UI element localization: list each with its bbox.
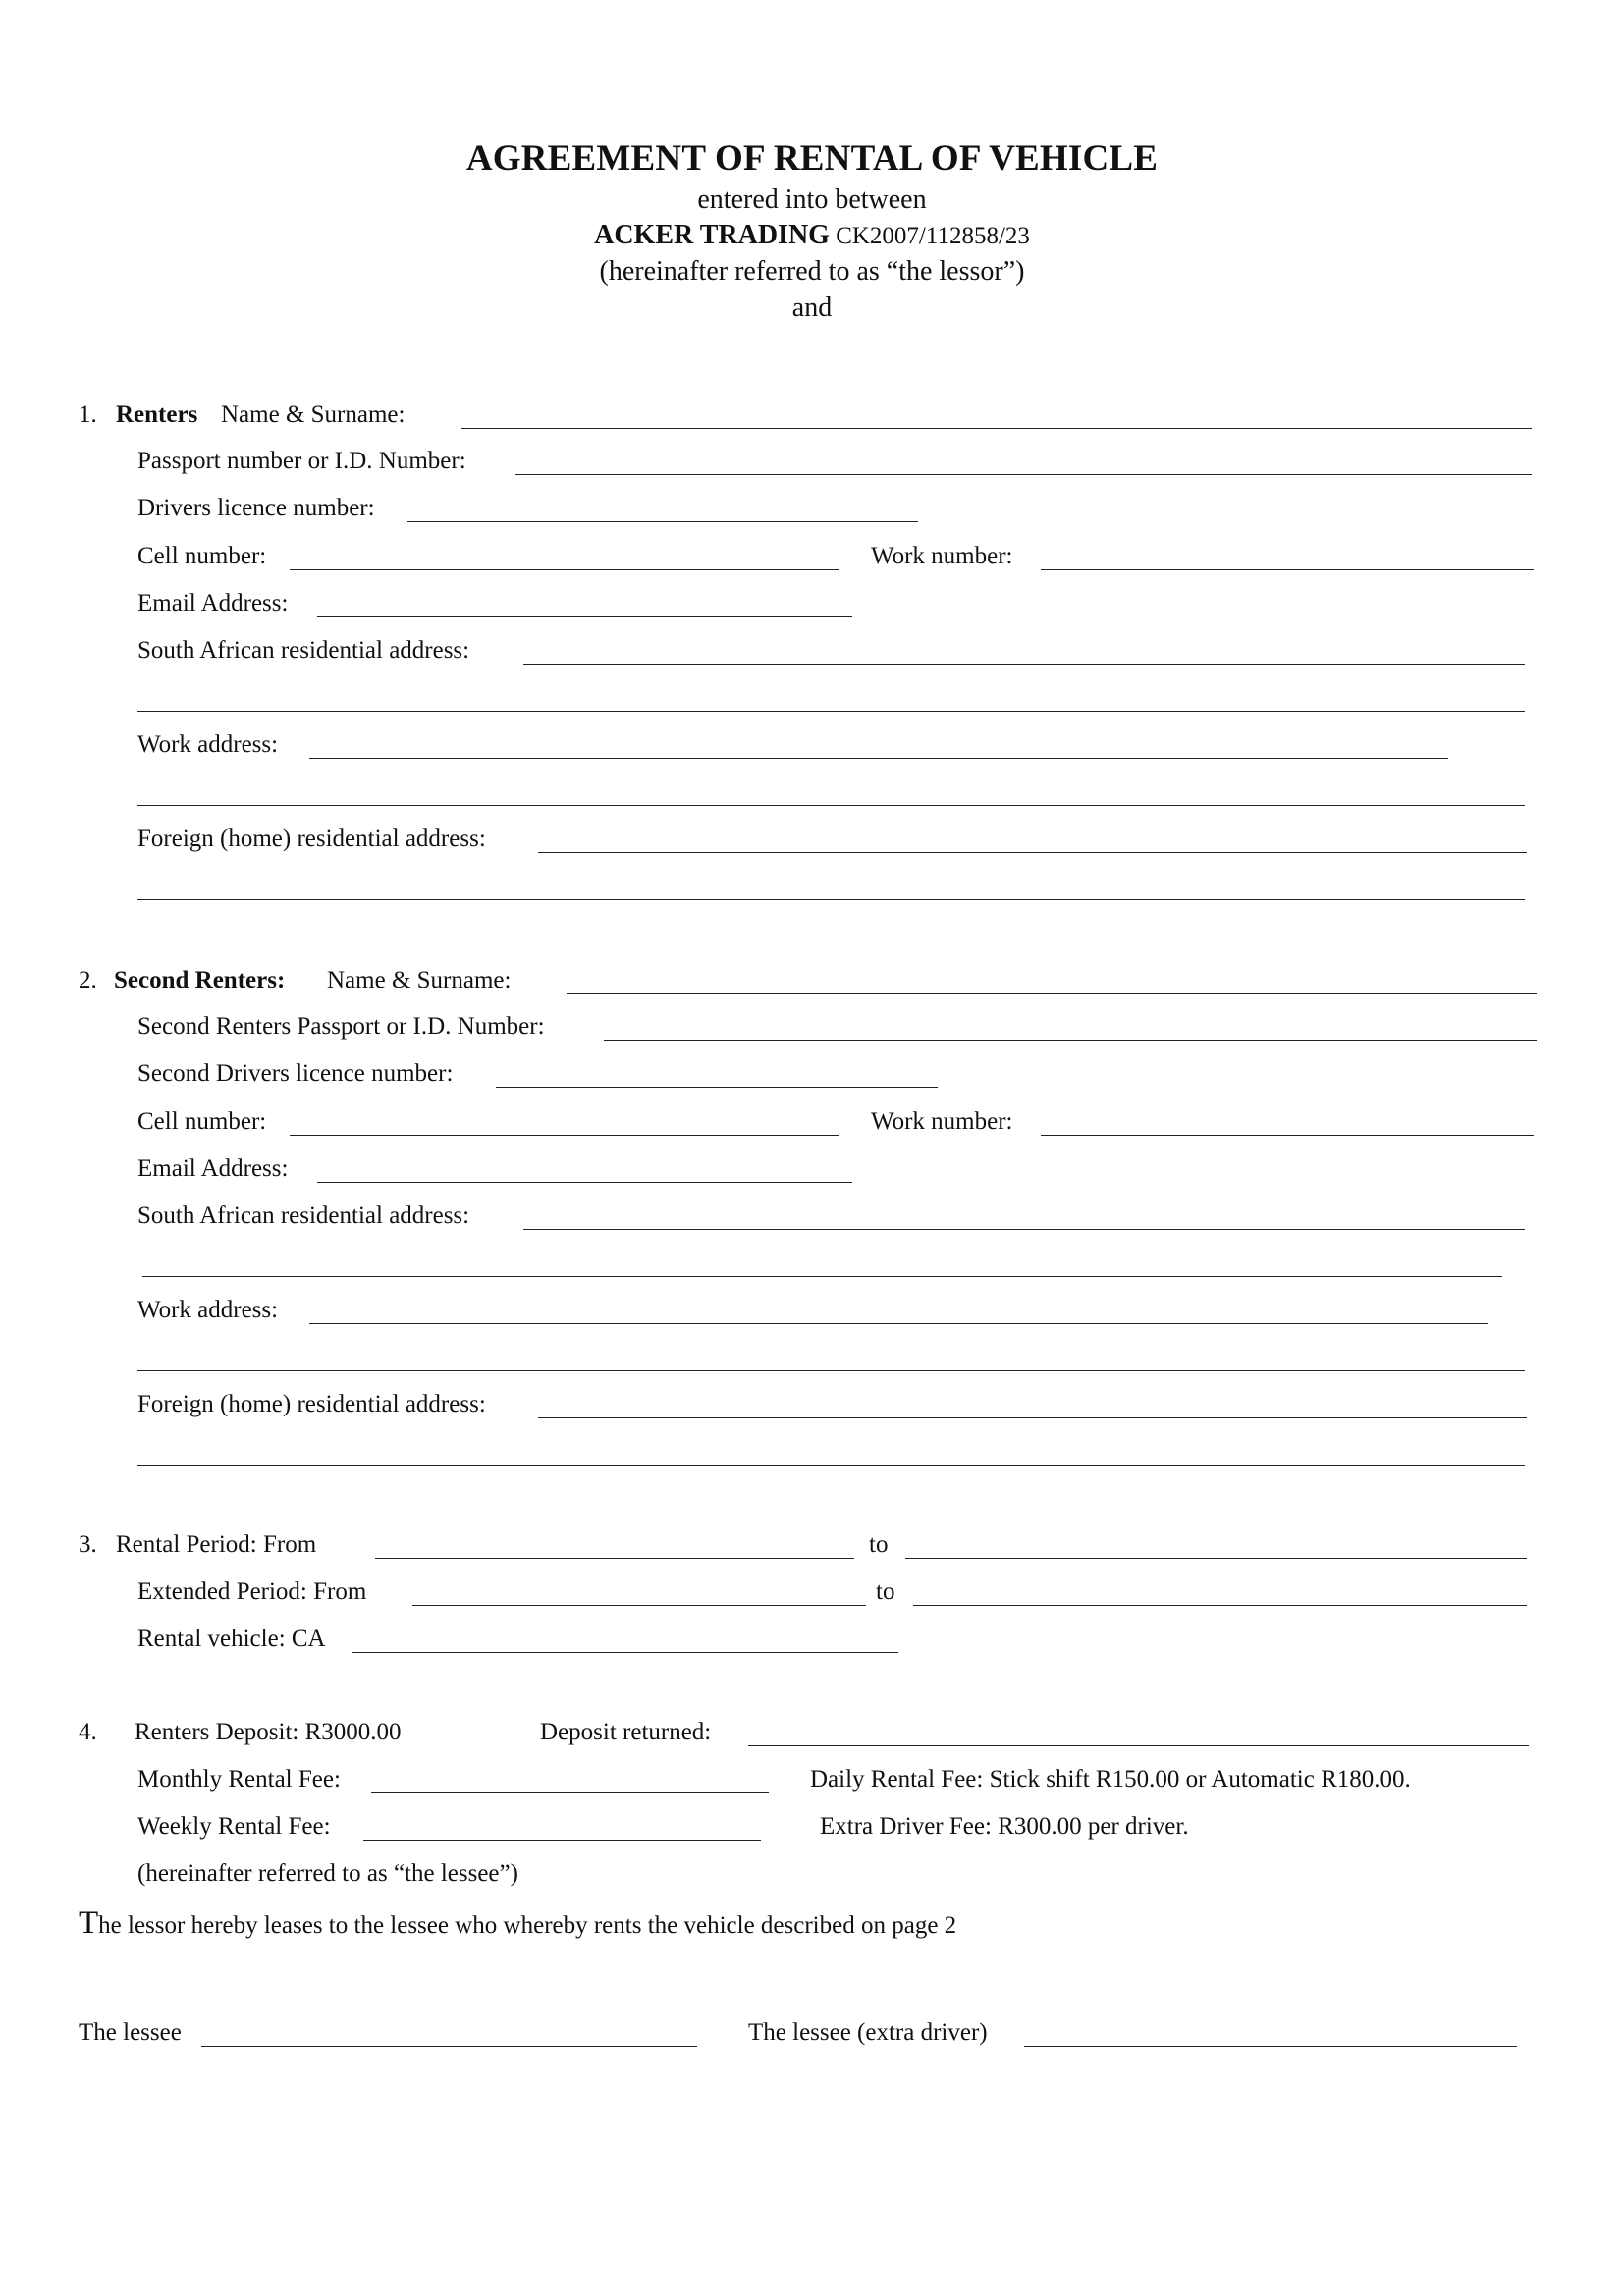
second-email-address-field[interactable]	[317, 1182, 852, 1183]
section-number: 4.	[79, 1719, 97, 1745]
section-number: 1.	[79, 401, 97, 428]
header-and: and	[791, 293, 833, 323]
email-address-label: Email Address:	[137, 590, 289, 616]
weekly-rental-fee-field[interactable]	[363, 1840, 761, 1841]
company-registration: CK2007/112858/23	[829, 223, 1030, 249]
monthly-rental-fee-field[interactable]	[371, 1792, 769, 1793]
work-address-line2[interactable]	[137, 805, 1525, 806]
drivers-licence-field[interactable]	[407, 521, 918, 522]
second-sa-residential-address-label: South African residential address:	[137, 1202, 470, 1229]
second-drivers-licence-field[interactable]	[496, 1087, 938, 1088]
lessee-note: (hereinafter referred to as “the lessee”)	[137, 1860, 518, 1887]
foreign-address-field[interactable]	[538, 852, 1527, 853]
extended-period-from-label: Extended Period: From	[137, 1578, 367, 1605]
second-passport-id-field[interactable]	[604, 1040, 1537, 1041]
second-work-address-label: Work address:	[137, 1297, 279, 1323]
header-lessor-note: (hereinafter referred to as “the lessor”)	[599, 256, 1025, 287]
sa-residential-address-line2[interactable]	[137, 711, 1525, 712]
rental-vehicle-field[interactable]	[352, 1652, 898, 1653]
sa-residential-address-label: South African residential address:	[137, 637, 470, 664]
rental-period-to-field[interactable]	[905, 1558, 1527, 1559]
rental-period-to-label: to	[869, 1531, 889, 1558]
lease-statement-initial: T	[79, 1905, 99, 1941]
sa-residential-address-field[interactable]	[523, 664, 1525, 665]
daily-rental-fee: Daily Rental Fee: Stick shift R150.00 or Automatic R180.00.	[810, 1766, 1411, 1792]
work-address-field[interactable]	[309, 758, 1448, 759]
section-heading: Renters	[116, 401, 198, 428]
foreign-address-line2[interactable]	[137, 899, 1525, 900]
rental-period-from-field[interactable]	[375, 1558, 854, 1559]
second-foreign-address-label: Foreign (home) residential address:	[137, 1391, 486, 1417]
deposit-returned-field[interactable]	[748, 1745, 1529, 1746]
second-foreign-address-line2[interactable]	[137, 1465, 1525, 1466]
header-company	[0, 220, 1624, 251]
second-work-address-line2[interactable]	[137, 1370, 1525, 1371]
foreign-address-label: Foreign (home) residential address:	[137, 826, 486, 852]
second-drivers-licence-label: Second Drivers licence number:	[137, 1060, 454, 1087]
company-name: ACKER TRADING	[594, 220, 830, 250]
work-address-label: Work address:	[137, 731, 279, 758]
renters-deposit-label: Renters Deposit: R3000.00	[135, 1719, 402, 1745]
header-entered-into: entered into between	[697, 185, 927, 215]
second-passport-id-label: Second Renters Passport or I.D. Number:	[137, 1013, 545, 1040]
extended-period-to-label: to	[876, 1578, 895, 1605]
monthly-rental-fee-label: Monthly Rental Fee:	[137, 1766, 341, 1792]
lessee-signature-field[interactable]	[201, 2046, 697, 2047]
cell-number-field[interactable]	[290, 569, 839, 570]
second-cell-number-label: Cell number:	[137, 1108, 267, 1135]
name-surname-label: Name & Surname:	[327, 967, 512, 993]
rental-period-from-label: Rental Period: From	[116, 1531, 317, 1558]
lease-statement-text: he lessor hereby leases to the lessee who whereby rents the vehicle described on page 2	[98, 1912, 957, 1939]
extended-period-from-field[interactable]	[412, 1605, 866, 1606]
section-heading: Second Renters:	[114, 967, 286, 993]
second-work-number-field[interactable]	[1041, 1135, 1534, 1136]
email-address-field[interactable]	[317, 616, 852, 617]
section-number: 3.	[79, 1531, 97, 1558]
extended-period-to-field[interactable]	[913, 1605, 1527, 1606]
name-surname-label: Name & Surname:	[221, 401, 406, 428]
lease-statement	[79, 1905, 957, 1941]
cell-number-label: Cell number:	[137, 543, 267, 569]
second-sa-residential-address-line2[interactable]	[142, 1276, 1502, 1277]
work-number-label: Work number:	[871, 543, 1013, 569]
weekly-rental-fee-label: Weekly Rental Fee:	[137, 1813, 331, 1840]
second-cell-number-field[interactable]	[290, 1135, 839, 1136]
passport-id-label: Passport number or I.D. Number:	[137, 448, 466, 474]
work-number-field[interactable]	[1041, 569, 1534, 570]
second-sa-residential-address-field[interactable]	[523, 1229, 1525, 1230]
passport-id-field[interactable]	[515, 474, 1532, 475]
document-title: AGREEMENT OF RENTAL OF VEHICLE	[465, 138, 1159, 179]
second-work-number-label: Work number:	[871, 1108, 1013, 1135]
second-email-address-label: Email Address:	[137, 1155, 289, 1182]
drivers-licence-label: Drivers licence number:	[137, 495, 375, 521]
rental-vehicle-label: Rental vehicle: CA	[137, 1626, 326, 1652]
extra-driver-fee: Extra Driver Fee: R300.00 per driver.	[820, 1813, 1189, 1840]
second-name-surname-field[interactable]	[567, 993, 1537, 994]
extra-driver-signature-field[interactable]	[1024, 2046, 1517, 2047]
extra-driver-signature-label: The lessee (extra driver)	[748, 2019, 988, 2046]
second-foreign-address-field[interactable]	[538, 1417, 1527, 1418]
section-number: 2.	[79, 967, 97, 993]
second-work-address-field[interactable]	[309, 1323, 1488, 1324]
lessee-signature-label: The lessee	[79, 2019, 182, 2046]
deposit-returned-label: Deposit returned:	[540, 1719, 712, 1745]
name-surname-field[interactable]	[461, 428, 1532, 429]
